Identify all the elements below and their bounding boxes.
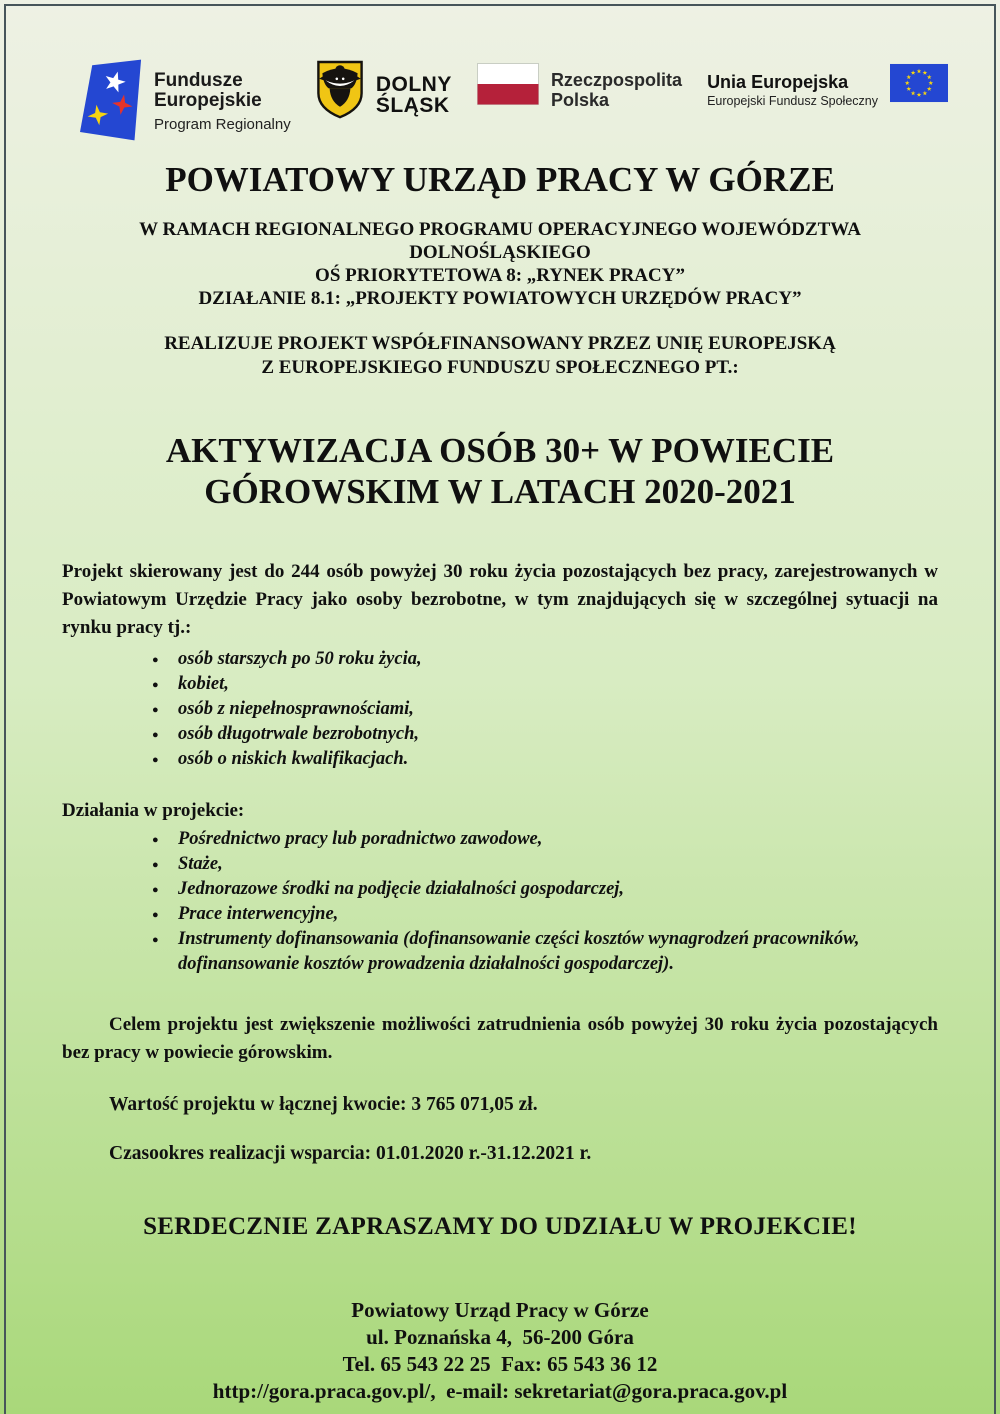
- project-period-line: Czasookres realizacji wsparcia: 01.01.2020 r.-31.12.2021 r.: [109, 1143, 592, 1164]
- project-value-line: Wartość projektu w łącznej kwocie: 3 765 071,05 zł.: [109, 1094, 538, 1115]
- program-block: [70, 218, 930, 310]
- poland-flag-icon: [477, 63, 539, 105]
- activities-heading: Działania w projekcie:: [62, 800, 245, 821]
- dolny-slask-crest-icon: [316, 58, 364, 122]
- dolny-slask-logo: [316, 58, 452, 122]
- fundusze-europejskie-flag-icon: [80, 58, 142, 142]
- fe-line2: Europejskie: [154, 90, 262, 112]
- program-line: W RAMACH REGIONALNEGO PROGRAMU OPERACYJNEGO WOJEWÓDZTWA: [139, 219, 861, 240]
- list-item: ● Prace interwencyjne,: [150, 902, 938, 927]
- cofinance-block: [70, 332, 930, 380]
- intro-paragraph: Projekt skierowany jest do 244 osób powyżej 30 roku życia pozostających bez pracy, zarejestrowanych w Powiatowym Urzędzie Pracy jako osoby bezrobotne, w tym znajdujących się w szczególnej sytuacji na rynku pracy tj.:: [62, 561, 938, 638]
- ue-line1: Unia Europejska: [707, 72, 849, 92]
- goal-paragraph: Celem projektu jest zwiększenie możliwości zatrudnienia osób powyżej 30 roku życia pozostających bez pracy w powiecie górowskim.: [62, 1014, 938, 1063]
- footer-phone-fax: Tel. 65 543 22 25 Fax: 65 543 36 12: [342, 1352, 658, 1376]
- list-item: ● osób o niskich kwalifikacjach.: [150, 747, 938, 772]
- footer-web-email: http://gora.praca.gov.pl/, e-mail: sekretariat@gora.praca.gov.pl: [212, 1379, 788, 1403]
- fundusze-europejskie-logo: [80, 58, 291, 142]
- program-line: OŚ PRIORYTETOWA 8: „RYNEK PRACY”: [315, 265, 685, 286]
- rzeczpospolita-polska-label: [551, 58, 682, 110]
- dolny-slask-label: [376, 64, 452, 116]
- rp-line1: Rzeczpospolita: [550, 70, 682, 90]
- footer-office-name: Powiatowy Urząd Pracy w Górze: [351, 1298, 649, 1322]
- headline-line: GÓROWSKIM W LATACH 2020-2021: [204, 472, 796, 511]
- list-item: ● osób z niepełnosprawnościami,: [150, 697, 938, 722]
- invitation-line: SERDECZNIE ZAPRASZAMY DO UDZIAŁU W PROJEKCIE!: [143, 1213, 857, 1240]
- list-item: ● osób długotrwale bezrobotnych,: [150, 722, 938, 747]
- cofinance-line: Z EUROPEJSKIEGO FUNDUSZU SPOŁECZNEGO PT.:: [261, 357, 739, 378]
- unia-europejska-label: [707, 58, 878, 109]
- fundusze-europejskie-label: [154, 67, 291, 133]
- list-item: ● Pośrednictwo pracy lub poradnictwo zawodowe,: [150, 827, 938, 852]
- cofinance-line: REALIZUJE PROJEKT WSPÓŁFINANSOWANY PRZEZ UNIĘ EUROPEJSKĄ: [164, 333, 836, 354]
- ds-line1: DOLNY: [375, 73, 452, 96]
- list-item: ● Jednorazowe środki na podjęcie działalności gospodarczej,: [150, 877, 938, 902]
- logos-row: [0, 0, 1000, 142]
- list-item: ● osób starszych po 50 roku życia,: [150, 647, 938, 672]
- fe-line1: Fundusze: [154, 69, 243, 91]
- eu-flag-icon: [890, 63, 948, 103]
- unia-europejska-logo: [707, 58, 948, 109]
- ue-line2: Europejski Fundusz Społeczny: [707, 93, 878, 108]
- program-line: DZIAŁANIE 8.1: „PROJEKTY POWIATOWYCH URZĘDÓW PRACY”: [198, 288, 802, 309]
- rzeczpospolita-polska-logo: [477, 58, 682, 110]
- list-item: ● Staże,: [150, 852, 938, 877]
- project-headline: [60, 430, 940, 512]
- headline-line: AKTYWIZACJA OSÓB 30+ W POWIECIE: [165, 431, 835, 470]
- target-groups-list: [150, 647, 938, 772]
- footer-address: ul. Poznańska 4, 56-200 Góra: [366, 1325, 634, 1349]
- activities-list: [150, 827, 938, 977]
- ds-line2: ŚLĄSK: [375, 94, 450, 117]
- fe-line3: Program Regionalny: [154, 115, 291, 133]
- page-title: POWIATOWY URZĄD PRACY W GÓRZE: [165, 160, 835, 199]
- list-item: ● kobiet,: [150, 672, 938, 697]
- contact-footer: [40, 1297, 960, 1405]
- rp-line2: Polska: [550, 90, 609, 111]
- list-item: ● Instrumenty dofinansowania (dofinansowanie części kosztów wynagrodzeń pracowników, dofinansowanie kosztów prowadzenia działalności gospodarczej).: [150, 927, 938, 977]
- program-line: DOLNOŚLĄSKIEGO: [409, 242, 591, 263]
